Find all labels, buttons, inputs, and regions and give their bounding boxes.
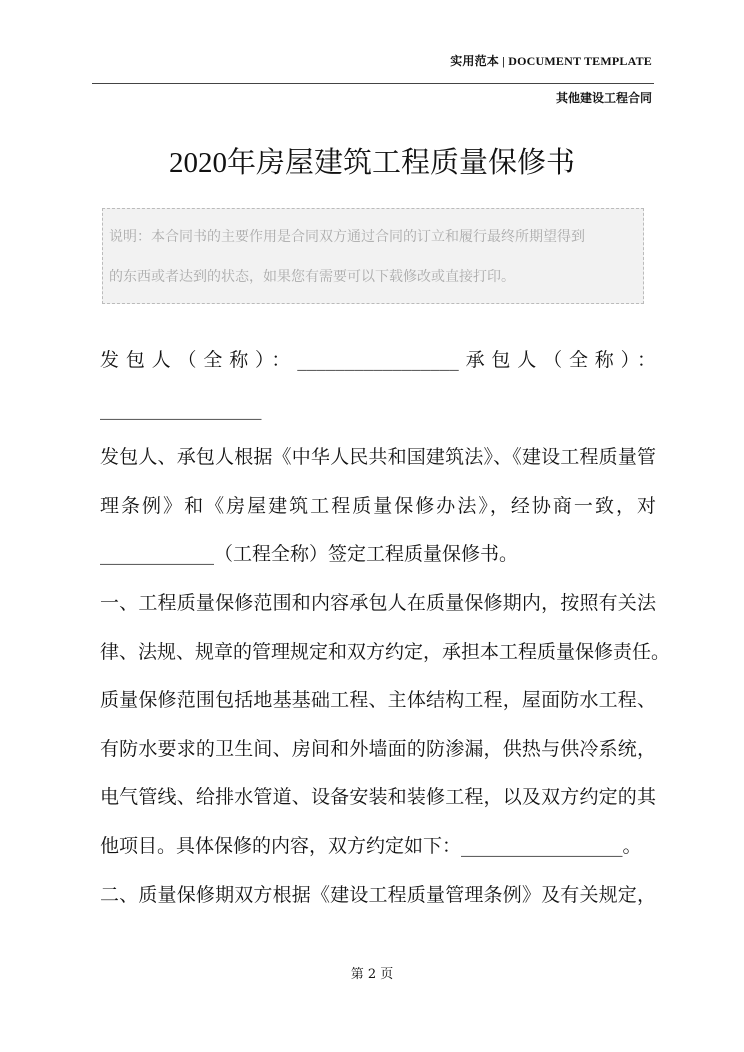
header-category: 其他建设工程合同 (555, 91, 652, 105)
note-line: 说明：本合同书的主要作用是合同双方通过合同的订立和履行最终所期望得到 (109, 229, 585, 245)
header-divider (92, 83, 654, 84)
document-title: 2020年房屋建筑工程质量保修书 (168, 147, 575, 179)
body-line: 有防水要求的卫生间、房间和外墙面的防渗漏，供热与供冷系统， (100, 737, 656, 760)
body-line: _________________ (100, 397, 262, 420)
body-line: ____________（工程全称）签定工程质量保修书。 (100, 543, 519, 566)
body-line: 质量保修范围包括地基基础工程、主体结构工程，屋面防水工程、 (100, 689, 656, 712)
page-number: 第 2 页 (350, 967, 394, 982)
body-line: 一、工程质量保修范围和内容承包人在质量保修期内，按照有关法 (100, 591, 656, 614)
body-line: 发包人、承包人根据《中华人民共和国建筑法》、《建设工程质量管 (100, 446, 656, 469)
body-line: 发包人（全称）：_________________承包人（全称）： (100, 349, 656, 371)
body-line: 律、法规、规章的管理规定和双方约定，承担本工程质量保修责任。 (100, 640, 671, 663)
document-body (100, 336, 671, 919)
body-line: 二、质量保修期双方根据《建设工程质量管理条例》及有关规定， (100, 883, 656, 906)
note-line: 的东西或者达到的状态，如果您有需要可以下载修改或直接打印。 (109, 269, 515, 285)
body-line: 电气管线、给排水管道、设备安装和装修工程，以及双方约定的其 (100, 786, 656, 809)
body-line: 理条例》和《房屋建筑工程质量保修办法》，经协商一致，对 (100, 494, 656, 517)
body-line: 他项目。具体保修的内容，双方约定如下：_________________。 (100, 834, 642, 857)
description-note-box (102, 208, 644, 304)
header-document-template-label: 实用范本 | DOCUMENT TEMPLATE (450, 54, 652, 68)
